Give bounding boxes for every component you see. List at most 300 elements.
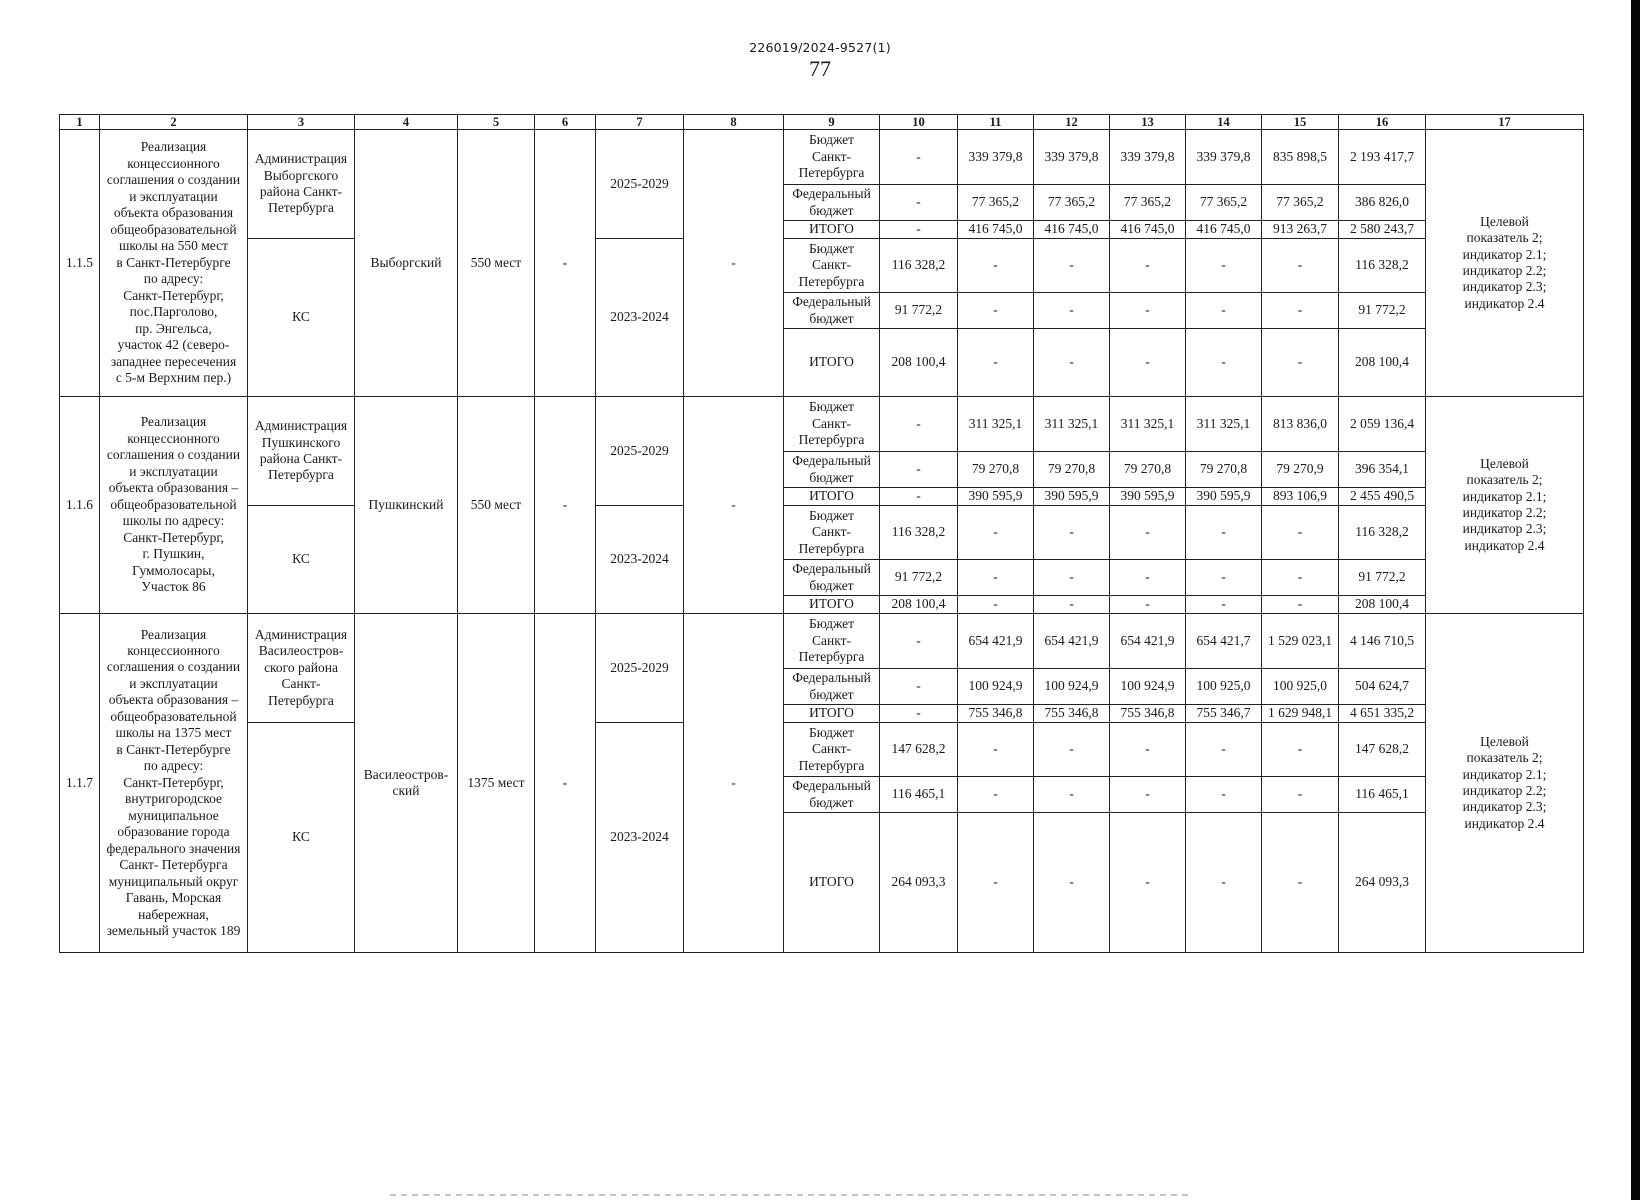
amount-cell: - <box>1034 813 1110 953</box>
column-number: 6 <box>535 115 596 130</box>
amount-cell: - <box>958 293 1034 329</box>
amount-cell: 91 772,2 <box>1339 293 1426 329</box>
text-line: КС <box>292 829 310 845</box>
amount-cell: - <box>880 185 958 221</box>
text-line: Санкт- <box>812 148 851 164</box>
amount-cell: 390 595,9 <box>1110 488 1186 506</box>
text-line: муниципальный округ <box>108 873 239 889</box>
amount-cell: 264 093,3 <box>880 813 958 953</box>
amount-cell: 77 365,2 <box>1186 185 1262 221</box>
amount-cell: 1 629 948,1 <box>1262 705 1339 723</box>
budget-table <box>59 114 1584 953</box>
amount-cell: - <box>1262 239 1339 293</box>
amount-cell: 2 059 136,4 <box>1339 397 1426 452</box>
column-number: 12 <box>1034 115 1110 130</box>
text-line: ИТОГО <box>809 874 854 890</box>
text-line: КС <box>292 309 310 325</box>
amount-cell: 147 628,2 <box>1339 723 1426 777</box>
text-line: Целевой <box>1480 213 1529 229</box>
funding-source <box>784 813 880 953</box>
text-line: соглашения о создании <box>106 172 241 188</box>
funding-source <box>784 239 880 293</box>
amount-cell: - <box>1034 560 1110 596</box>
item-code: 1.1.5 <box>60 130 100 397</box>
item-description <box>100 130 248 397</box>
amount-cell: - <box>1186 293 1262 329</box>
amount-cell: - <box>1110 777 1186 813</box>
amount-cell: 396 354,1 <box>1339 452 1426 488</box>
text-line: индикатор 2.3; <box>1462 279 1547 295</box>
text-line: индикатор 2.2; <box>1462 505 1547 520</box>
col8-value: - <box>684 614 784 953</box>
text-line: Санкт- <box>812 257 851 273</box>
text-line: соглашения о создании <box>106 659 241 675</box>
period: 2023-2024 <box>596 239 684 397</box>
text-line: Администрация <box>254 418 348 434</box>
amount-cell: - <box>1034 239 1110 293</box>
amount-cell: - <box>880 130 958 185</box>
amount-cell: - <box>1110 293 1186 329</box>
text-line: индикатор 2.1; <box>1462 766 1547 782</box>
text-line: Петербурга <box>798 273 865 289</box>
amount-cell: 77 365,2 <box>1262 185 1339 221</box>
text-line: Федеральный <box>792 778 871 794</box>
text-line: и эксплуатации <box>129 463 218 479</box>
executor <box>248 614 355 723</box>
text-line: объекта образования – <box>108 480 239 496</box>
text-line: с 5-м Верхним пер.) <box>115 370 232 386</box>
amount-cell: - <box>1186 777 1262 813</box>
amount-cell: 311 325,1 <box>1110 397 1186 452</box>
text-line: Выборгского <box>263 167 339 183</box>
amount-cell: - <box>1110 329 1186 397</box>
text-line: Пушкинского <box>261 434 341 450</box>
col8-value: - <box>684 130 784 397</box>
amount-cell: 339 379,8 <box>1034 130 1110 185</box>
amount-cell: - <box>880 705 958 723</box>
text-line: Петербурга <box>268 200 334 216</box>
item-description <box>100 614 248 953</box>
amount-cell: 147 628,2 <box>880 723 958 777</box>
target-indicators <box>1426 397 1584 614</box>
amount-cell: 2 580 243,7 <box>1339 221 1426 239</box>
text-line: образование города <box>117 824 230 840</box>
text-line: Федеральный <box>792 294 871 310</box>
executor <box>248 506 355 614</box>
district <box>355 614 458 953</box>
capacity: 1375 мест <box>458 614 535 953</box>
column-number: 3 <box>248 115 355 130</box>
amount-cell: 91 772,2 <box>880 560 958 596</box>
text-line: Бюджет <box>808 399 855 415</box>
text-line: Петербурга <box>798 165 865 181</box>
amount-cell: 77 365,2 <box>1034 185 1110 221</box>
funding-source <box>784 669 880 705</box>
funding-source <box>784 488 880 506</box>
table-row <box>60 130 1584 185</box>
table-row <box>60 614 1584 669</box>
text-line: пос.Парголово, <box>129 304 218 320</box>
period: 2025-2029 <box>596 130 684 239</box>
text-line: индикатор 2.4 <box>1464 537 1545 553</box>
text-line: общеобразовательной <box>110 496 237 512</box>
text-line: индикатор 2.1; <box>1462 488 1547 504</box>
text-line: и эксплуатации <box>129 188 218 204</box>
amount-cell: - <box>958 723 1034 777</box>
executor <box>248 130 355 239</box>
text-line: федерального значения <box>106 840 241 856</box>
text-line: Санкт-Петербург, <box>123 774 224 790</box>
page-number: 77 <box>809 56 831 81</box>
amount-cell: 77 365,2 <box>1110 185 1186 221</box>
text-line: показатель 2; <box>1466 230 1543 246</box>
text-line: бюджет <box>809 794 854 810</box>
text-line: Василеостров- <box>363 766 449 782</box>
text-line: Петербурга <box>798 649 865 665</box>
amount-cell: 390 595,9 <box>958 488 1034 506</box>
column-number: 15 <box>1262 115 1339 130</box>
amount-cell: - <box>958 560 1034 596</box>
amount-cell: 116 465,1 <box>1339 777 1426 813</box>
amount-cell: - <box>1110 723 1186 777</box>
amount-cell: - <box>880 669 958 705</box>
amount-cell: 311 325,1 <box>1034 397 1110 452</box>
amount-cell: - <box>1034 777 1110 813</box>
text-line: Участок 86 <box>141 579 206 595</box>
text-line: показатель 2; <box>1466 472 1543 488</box>
text-line: Санкт- <box>812 741 851 757</box>
amount-cell: - <box>1186 560 1262 596</box>
text-line: Гавань, Морская <box>125 890 222 906</box>
text-line: объекта образования – <box>108 692 239 708</box>
amount-cell: 100 924,9 <box>1110 669 1186 705</box>
text-line: индикатор 2.3; <box>1462 521 1547 537</box>
amount-cell: 339 379,8 <box>958 130 1034 185</box>
amount-cell: - <box>958 813 1034 953</box>
text-line: Петербурга <box>798 757 865 773</box>
amount-cell: 264 093,3 <box>1339 813 1426 953</box>
amount-cell: - <box>1110 596 1186 614</box>
target-indicators <box>1426 130 1584 397</box>
text-line: школы на 1375 мест <box>115 725 232 741</box>
column-number: 14 <box>1186 115 1262 130</box>
column-number-row <box>60 115 1584 130</box>
amount-cell: 116 328,2 <box>880 239 958 293</box>
amount-cell: 2 455 490,5 <box>1339 488 1426 506</box>
text-line: Реализация <box>140 626 207 642</box>
amount-cell: - <box>1262 506 1339 560</box>
amount-cell: - <box>1262 596 1339 614</box>
text-line: Санкт- <box>281 676 321 692</box>
col6-value: - <box>535 130 596 397</box>
amount-cell: - <box>1186 506 1262 560</box>
text-line: Администрация <box>254 626 348 642</box>
amount-cell: - <box>880 397 958 452</box>
amount-cell: 755 346,7 <box>1186 705 1262 723</box>
text-line: индикатор 2.1; <box>1462 246 1547 262</box>
text-line: Федеральный <box>792 186 871 202</box>
funding-source <box>784 130 880 185</box>
amount-cell: - <box>1034 329 1110 397</box>
text-line: Целевой <box>1480 733 1529 749</box>
amount-cell: - <box>1262 777 1339 813</box>
text-line: Санкт- <box>812 632 851 648</box>
amount-cell: 2 193 417,7 <box>1339 130 1426 185</box>
amount-cell: - <box>1186 596 1262 614</box>
funding-source <box>784 397 880 452</box>
amount-cell: 208 100,4 <box>880 596 958 614</box>
amount-cell: 654 421,7 <box>1186 614 1262 669</box>
amount-cell: - <box>1262 813 1339 953</box>
amount-cell: - <box>958 329 1034 397</box>
funding-source <box>784 705 880 723</box>
text-line: Выборгский <box>370 254 442 270</box>
text-line: Федеральный <box>792 453 871 469</box>
text-line: Бюджет <box>808 724 855 740</box>
amount-cell: - <box>880 614 958 669</box>
capacity: 550 мест <box>458 397 535 614</box>
amount-cell: - <box>1110 239 1186 293</box>
text-line: ский <box>392 783 420 798</box>
capacity: 550 мест <box>458 130 535 397</box>
text-line: Бюджет <box>808 616 855 632</box>
amount-cell: - <box>880 452 958 488</box>
text-line: объекта образования <box>113 205 234 221</box>
amount-cell: 339 379,8 <box>1186 130 1262 185</box>
amount-cell: - <box>1034 723 1110 777</box>
column-number: 13 <box>1110 115 1186 130</box>
period: 2023-2024 <box>596 723 684 953</box>
funding-source <box>784 185 880 221</box>
amount-cell: - <box>1110 813 1186 953</box>
amount-cell: 416 745,0 <box>1186 221 1262 239</box>
scan-edge-bar <box>1631 0 1640 1200</box>
amount-cell: 4 146 710,5 <box>1339 614 1426 669</box>
text-line: западнее пересечения <box>110 353 237 369</box>
column-number: 8 <box>684 115 784 130</box>
text-line: Петербурга <box>268 692 334 708</box>
text-line: индикатор 2.4 <box>1464 295 1545 311</box>
amount-cell: 79 270,8 <box>958 452 1034 488</box>
text-line: бюджет <box>809 686 854 702</box>
column-number: 16 <box>1339 115 1426 130</box>
text-line: индикатор 2.3; <box>1462 799 1547 815</box>
text-line: Администрация <box>254 151 348 167</box>
text-line: района Санкт- <box>259 451 343 466</box>
amount-cell: 77 365,2 <box>958 185 1034 221</box>
text-line: ИТОГО <box>809 488 854 504</box>
text-line: в Санкт-Петербурге <box>116 254 231 270</box>
text-line: ИТОГО <box>809 354 854 370</box>
amount-cell: - <box>1034 506 1110 560</box>
text-line: Петербурга <box>268 467 334 483</box>
amount-cell: 79 270,8 <box>1186 452 1262 488</box>
amount-cell: 386 826,0 <box>1339 185 1426 221</box>
column-number: 2 <box>100 115 248 130</box>
text-line: бюджет <box>809 469 854 485</box>
executor <box>248 239 355 397</box>
text-line: Петербурга <box>798 540 865 556</box>
text-line: Петербурга <box>798 432 865 448</box>
funding-source <box>784 596 880 614</box>
amount-cell: 91 772,2 <box>880 293 958 329</box>
text-line: Бюджет <box>808 507 855 523</box>
text-line: в Санкт-Петербурге <box>116 741 231 757</box>
amount-cell: 116 465,1 <box>880 777 958 813</box>
funding-source <box>784 614 880 669</box>
amount-cell: - <box>1262 329 1339 397</box>
text-line: Гуммолосары, <box>132 562 215 578</box>
text-line: Санкт- <box>812 524 851 540</box>
amount-cell: - <box>1034 293 1110 329</box>
amount-cell: 79 270,8 <box>1034 452 1110 488</box>
item-code: 1.1.6 <box>60 397 100 614</box>
funding-source <box>784 777 880 813</box>
amount-cell: - <box>1186 239 1262 293</box>
text-line: Целевой <box>1480 455 1529 471</box>
amount-cell: 504 624,7 <box>1339 669 1426 705</box>
amount-cell: 755 346,8 <box>958 705 1034 723</box>
text-line: концессионного <box>127 643 220 659</box>
text-line: индикатор 2.2; <box>1462 783 1547 798</box>
text-line: школы на 550 мест <box>118 238 228 254</box>
text-line: Реализация <box>140 139 207 155</box>
funding-source <box>784 452 880 488</box>
text-line: Бюджет <box>808 240 855 256</box>
amount-cell: - <box>958 506 1034 560</box>
item-description <box>100 397 248 614</box>
text-line: и эксплуатации <box>129 675 218 691</box>
table-row <box>60 397 1584 452</box>
column-number: 7 <box>596 115 684 130</box>
funding-source <box>784 723 880 777</box>
table-row <box>60 506 1584 560</box>
column-number: 17 <box>1426 115 1584 130</box>
amount-cell: - <box>958 777 1034 813</box>
col6-value: - <box>535 397 596 614</box>
amount-cell: 208 100,4 <box>1339 329 1426 397</box>
text-line: концессионного <box>127 155 220 171</box>
amount-cell: 116 328,2 <box>1339 506 1426 560</box>
text-line: соглашения о создании <box>106 447 241 463</box>
amount-cell: - <box>1186 723 1262 777</box>
amount-cell: 755 346,8 <box>1034 705 1110 723</box>
text-line: земельный участок 189 <box>106 922 241 938</box>
amount-cell: - <box>880 488 958 506</box>
column-number: 10 <box>880 115 958 130</box>
amount-cell: 390 595,9 <box>1186 488 1262 506</box>
text-line: Санкт-Петербург, <box>123 287 224 303</box>
amount-cell: - <box>958 239 1034 293</box>
text-line: участок 42 (северо- <box>117 337 230 353</box>
amount-cell: 893 106,9 <box>1262 488 1339 506</box>
amount-cell: 813 836,0 <box>1262 397 1339 452</box>
period: 2023-2024 <box>596 506 684 614</box>
text-line: индикатор 2.2; <box>1462 263 1547 278</box>
text-line: ИТОГО <box>809 221 854 237</box>
text-line: по адресу: <box>143 758 204 774</box>
text-line: Санкт-Петербург, <box>123 529 224 545</box>
amount-cell: - <box>1034 596 1110 614</box>
funding-source <box>784 506 880 560</box>
text-line: ИТОГО <box>809 705 854 721</box>
amount-cell: - <box>1186 813 1262 953</box>
text-line: общеобразовательной <box>110 221 237 237</box>
amount-cell: 416 745,0 <box>1110 221 1186 239</box>
amount-cell: 654 421,9 <box>958 614 1034 669</box>
funding-source <box>784 329 880 397</box>
text-line: внутригородское <box>124 791 223 807</box>
amount-cell: - <box>1262 723 1339 777</box>
col8-value: - <box>684 397 784 614</box>
amount-cell: 100 925,0 <box>1186 669 1262 705</box>
target-indicators <box>1426 614 1584 953</box>
amount-cell: - <box>1262 560 1339 596</box>
table-row <box>60 239 1584 293</box>
column-number: 9 <box>784 115 880 130</box>
amount-cell: 311 325,1 <box>1186 397 1262 452</box>
amount-cell: 755 346,8 <box>1110 705 1186 723</box>
text-line: школы по адресу: <box>122 513 225 529</box>
document-id: 226019/2024-9527(1) <box>749 40 891 55</box>
amount-cell: 390 595,9 <box>1034 488 1110 506</box>
text-line: Василеостров- <box>258 643 344 659</box>
text-line: ского района <box>264 659 338 675</box>
amount-cell: 1 529 023,1 <box>1262 614 1339 669</box>
amount-cell: 311 325,1 <box>958 397 1034 452</box>
amount-cell: 913 263,7 <box>1262 221 1339 239</box>
scan-artifact-line <box>390 1194 1190 1196</box>
amount-cell: 416 745,0 <box>1034 221 1110 239</box>
period: 2025-2029 <box>596 614 684 723</box>
funding-source <box>784 221 880 239</box>
period: 2025-2029 <box>596 397 684 506</box>
amount-cell: 4 651 335,2 <box>1339 705 1426 723</box>
column-number: 1 <box>60 115 100 130</box>
funding-source <box>784 560 880 596</box>
amount-cell: - <box>1186 329 1262 397</box>
amount-cell: 100 924,9 <box>958 669 1034 705</box>
amount-cell: 339 379,8 <box>1110 130 1186 185</box>
text-line: Реализация <box>140 414 207 430</box>
text-line: по адресу: <box>143 271 204 287</box>
amount-cell: 208 100,4 <box>1339 596 1426 614</box>
text-line: Санкт- Петербурга <box>119 857 228 873</box>
funding-source <box>784 293 880 329</box>
amount-cell: - <box>880 221 958 239</box>
amount-cell: - <box>958 596 1034 614</box>
text-line: Санкт- <box>812 415 851 431</box>
amount-cell: 208 100,4 <box>880 329 958 397</box>
amount-cell: - <box>1110 560 1186 596</box>
amount-cell: 116 328,2 <box>880 506 958 560</box>
amount-cell: 116 328,2 <box>1339 239 1426 293</box>
text-line: бюджет <box>809 202 854 218</box>
executor <box>248 723 355 953</box>
amount-cell: 100 925,0 <box>1262 669 1339 705</box>
district <box>355 397 458 614</box>
table-row <box>60 723 1584 777</box>
text-line: общеобразовательной <box>110 708 237 724</box>
text-line: г. Пушкин, <box>142 546 205 562</box>
text-line: индикатор 2.4 <box>1464 815 1545 831</box>
amount-cell: - <box>1110 506 1186 560</box>
column-number: 11 <box>958 115 1034 130</box>
text-line: показатель 2; <box>1466 750 1543 766</box>
amount-cell: - <box>1262 293 1339 329</box>
text-line: района Санкт- <box>259 184 343 199</box>
col6-value: - <box>535 614 596 953</box>
